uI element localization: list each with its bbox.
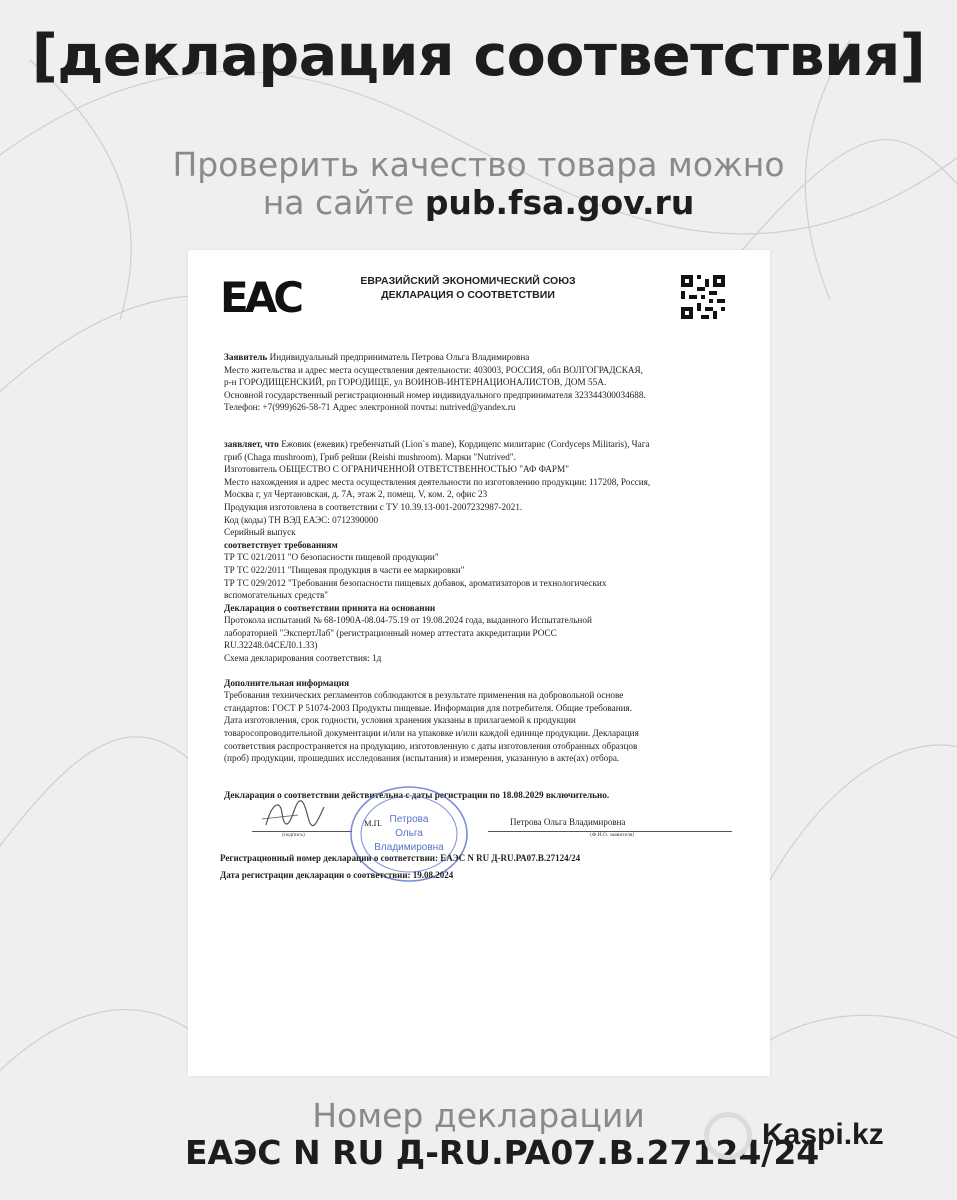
declaration-document [188, 250, 770, 1076]
serial-release: Серийный выпуск [224, 527, 296, 538]
requirement-3-cont: вспомогательных средств" [224, 590, 329, 601]
additional-1: Требования технических регламентов соблюдаются в результате применения на добровольной основе [224, 690, 624, 701]
validity: Декларация о соответствии действительна с даты регистрации по 18.08.2029 включительно. [224, 789, 610, 800]
subtitle-line-1: Проверить качество товара можно [172, 145, 785, 184]
document-type: ДЕКЛАРАЦИЯ О СООТВЕТСТВИИ [381, 289, 555, 301]
manufacturer-address-2: Москва г, ул Чертановская, д. 7А, этаж 2, помещ. V, ком. 2, офис 23 [224, 489, 488, 500]
manufacturer: Изготовитель ОБЩЕСТВО С ОГРАНИЧЕННОЙ ОТВЕТСТВЕННОСТЬЮ "АФ ФАРМ" [224, 464, 569, 475]
product-name: Ежовик (ежевик) гребенчатый (Lion`s mane), Кордицепс милитарис (Cordyceps Militaris), Чага [278, 438, 650, 449]
seal-stamp [348, 784, 470, 884]
subtitle-line-2 [0, 184, 957, 222]
page-title: [декларация соответствия] [31, 23, 926, 89]
technical-conditions: Продукция изготовлена в соответствии с ТУ 10.39.13-001-2007232987-2021. [224, 501, 523, 512]
kaspi-logo-icon [704, 1112, 752, 1160]
manufacturer-address-1: Место нахождения и адрес места осуществления деятельности по изготовлению продукции: 117208, Россия, [224, 476, 651, 487]
basis-lab: лабораторией "ЭкспертЛаб" (регистрационный номер аттестата аккредитации РОСС [224, 627, 557, 638]
applicant-contacts: Телефон: +7(999)626-58-71 Адрес электронной почты: nutrived@yandex.ru [224, 402, 516, 413]
declares-line [224, 438, 744, 451]
document-heading [308, 274, 628, 302]
requirement-1: ТР ТС 021/2011 "О безопасности пищевой продукции" [224, 552, 439, 563]
declaration-scheme: Схема декларирования соответствия: 1д [224, 653, 382, 664]
applicant-ogrn: Основной государственный регистрационный номер индивидуального предпринимателя 323344300034688. [224, 389, 646, 400]
kaspi-watermark [704, 1112, 924, 1160]
union-name: ЕВРАЗИЙСКИЙ ЭКОНОМИЧЕСКИЙ СОЮЗ [360, 275, 576, 287]
conforms-label: соответствует требованиям [224, 539, 338, 550]
basis-protocol: Протокола испытаний № 68-1090А-08.04-75.19 от 19.08.2024 года, выданного Испытательной [224, 615, 592, 626]
registration-number: Регистрационный номер декларации о соответствии: ЕАЭС N RU Д-RU.РА07.В.27124/24 [220, 853, 581, 863]
seal-place: М.П. [364, 818, 382, 828]
product-name-cont: гриб (Chaga mushroom), Гриб рейши (Reishi mushroom). Марки "Nutrived". [224, 451, 516, 462]
signer-name: Петрова Ольга Владимировна [510, 817, 626, 827]
subtitle [0, 146, 957, 222]
additional-label: Дополнительная информация [224, 677, 350, 688]
signer-caption: (Ф.И.О. заявителя) [590, 832, 635, 838]
applicant-name: Индивидуальный предприниматель Петрова Ольга Владимировна [269, 352, 530, 362]
stamp-name-3: Владимировна [374, 842, 444, 853]
qr-code-icon [681, 275, 725, 319]
additional-3: Дата изготовления, срок годности, условия хранения указаны в прилагаемой к продукции [224, 715, 576, 726]
eac-logo: EAC [220, 273, 301, 322]
additional-2: стандартов: ГОСТ Р 51074-2003 Продукты пищевые. Информация для потребителя. Общие требования. [224, 702, 633, 713]
applicant-address-2: р-н ГОРОДИЩЕНСКИЙ, рп ГОРОДИЩЕ, ул ВОИНОВ-ИНТЕРНАЦИОНАЛИСТОВ, ДОМ 55А. [224, 377, 607, 388]
requirement-3: ТР ТС 029/2012 "Требования безопасности пищевых добавок, ароматизаторов и технологических [224, 577, 607, 588]
additional-5: соответствия распространяется на продукцию, изготовленную с даты изготовления отобранных образцов [224, 740, 638, 751]
signature [258, 795, 328, 835]
applicant-line [224, 351, 744, 364]
declaration-number-label: Номер декларации [312, 1096, 645, 1135]
site-link[interactable]: pub.fsa.gov.ru [424, 183, 695, 222]
customs-code: Код (коды) ТН ВЭД ЕАЭС: 0712390000 [224, 514, 379, 525]
signature-caption: (подпись) [282, 832, 305, 838]
additional-6: (проб) продукции, прошедших исследования (испытания) и измерения, указанную в акте(ах) отбора. [224, 753, 620, 764]
registration-date: Дата регистрации декларации о соответствии: 19.08.2024 [220, 870, 454, 880]
stamp-name-1: Петрова [389, 814, 429, 825]
subtitle-prefix: на сайте [262, 183, 425, 222]
basis-label: Декларация о соответствии принята на основании [224, 602, 436, 613]
stamp-name-2: Ольга [395, 828, 423, 839]
declares-label: заявляет, что [224, 438, 279, 449]
applicant-label: Заявитель [224, 352, 268, 362]
applicant-address-1: Место жительства и адрес места осуществления деятельности: 403003, РОССИЯ, обл ВОЛГОГРАДСКАЯ, [224, 364, 643, 375]
additional-4: товаросопроводительной документации и/или на упаковке и/или каждой единице продукции. Декларация [224, 728, 639, 739]
document-body [224, 351, 744, 801]
requirement-2: ТР ТС 022/2011 "Пищевая продукция в части ее маркировки" [224, 564, 465, 575]
declaration-number: ЕАЭС N RU Д-RU.PA07.B.27124/24 [185, 1133, 820, 1172]
basis-accreditation: RU.32248.04СЕЛ0.1.33) [224, 640, 318, 651]
kaspi-brand: Kaspi.kz [762, 1118, 884, 1151]
